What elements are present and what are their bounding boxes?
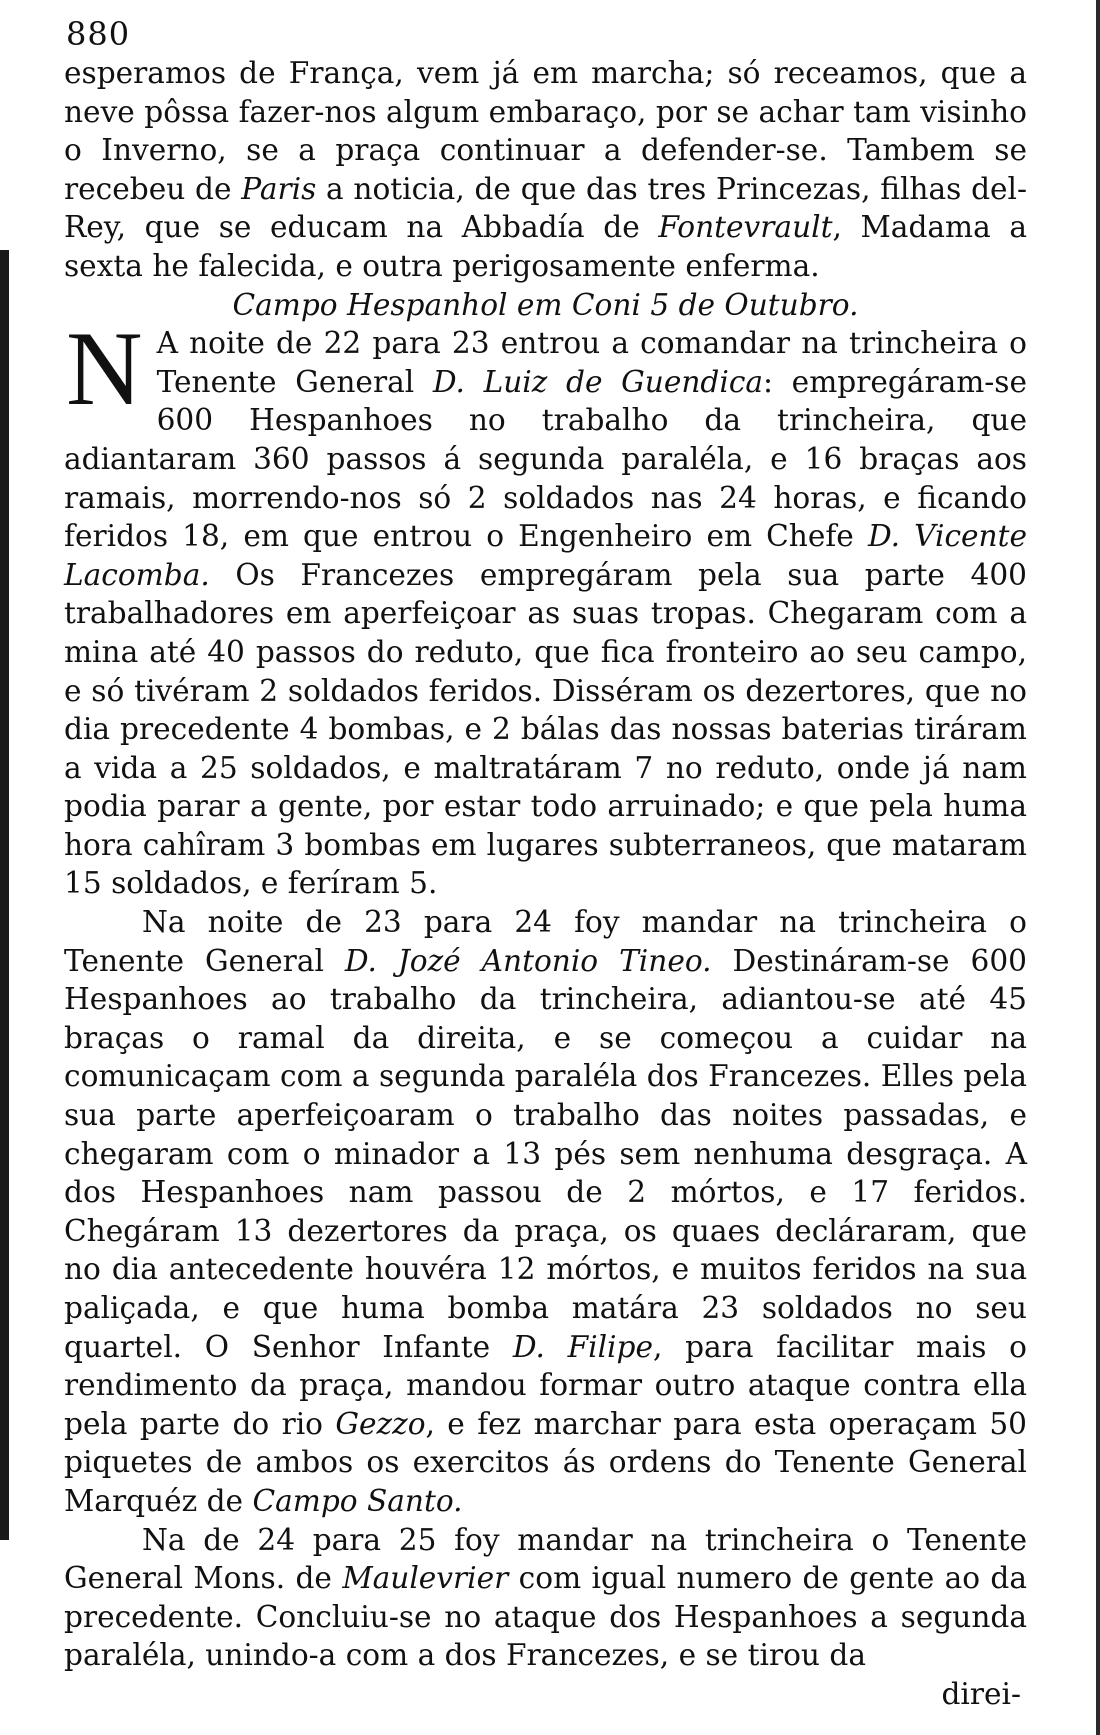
section-heading — [64, 286, 1027, 325]
third-paragraph — [64, 1521, 1027, 1675]
catchword: direi- — [941, 1676, 1021, 1711]
italic-run: Gezzo — [335, 1406, 426, 1441]
italic-run: D. Filipe — [512, 1329, 653, 1364]
italic-run: D. Vicente Lacomba. — [64, 519, 1027, 592]
first-paragraph-wrap — [64, 310, 1027, 903]
text-run: , e fez marchar para esta operaçam 50 piquetes de ambos os exercitos ás ordens do Tenente General Marquéz de — [64, 1406, 1027, 1518]
text-run: , para facilitar mais o rendimento da praça, mandou formar outro ataque contra ella pela parte do rio — [64, 1329, 1027, 1441]
page-edge-right — [1096, 0, 1100, 1735]
italic-run: D. Jozé Antonio Tineo. — [344, 943, 712, 978]
text-run: A noite de 22 para 23 entrou a comandar na trincheira o Tenente General — [156, 326, 1027, 399]
text-run: a noticia, de que das tres Princezas, filhas del-Rey, que se educam na Abbadía de — [64, 171, 1027, 245]
text-run: esperamos de França, vem já em marcha; só receamos, que a neve pôssa fazer-nos algum embaraço, por se achar tam visinho o Inverno, se a praça continuar a defender-se. Tambem se recebeu de — [64, 56, 1027, 206]
italic-run: D. Luiz de Guendica — [432, 364, 764, 399]
text-run: com igual numero de gente ao da precedente. Concluiu-se no ataque dos Hespanhoes a segunda paraléla, unindo-a com a dos Francezes, e se tirou da — [64, 1561, 1028, 1673]
italic-run: de Outubro. — [678, 287, 859, 322]
text-run: : empregáram-se 600 Hespanhoes no trabalho da trincheira, que adiantaram 360 passos á segunda paraléla, e 16 braças aos ramais, morrendo-nos só 2 soldados nas 24 horas, e ficando feridos 18, em que entrou o Engenheiro em Chefe — [64, 364, 1027, 554]
italic-run: Paris — [241, 171, 317, 206]
page-number: 880 — [66, 15, 131, 53]
continuation-paragraph — [64, 54, 1027, 286]
text-run: 5 — [640, 287, 679, 322]
text-column — [64, 54, 1027, 1714]
drop-cap-letter: N — [66, 310, 143, 428]
text-run: Na noite de 23 para 24 foy mandar na trincheira o Tenente General — [64, 905, 1027, 978]
page-shadow-left — [0, 250, 9, 1540]
italic-run: Fontevrault — [658, 210, 833, 245]
text-run: , Madama a sexta he falecida, e outra perigosamente enferma. — [64, 210, 1027, 283]
first-paragraph — [64, 310, 1027, 903]
italic-run: Campo Santo. — [252, 1483, 463, 1518]
text-run: Coni — [571, 287, 641, 322]
italic-run: Maulevrier — [342, 1561, 509, 1596]
text-run: Na de 24 para 25 foy mandar na trincheira o Tenente General Mons. de — [64, 1522, 1027, 1596]
second-paragraph — [64, 903, 1027, 1521]
text-run: Destináram-se 600 Hespanhoes ao trabalho da trincheira, adiantou-se até 45 braças o ramal da direita, e se começou a cuidar na comunicaçam com a segunda paraléla dos Francezes. Elles pela sua parte aperfeiçoaram o trabalho das noites passadas, e chegaram com o minador a 13 pés sem nenhuma desgraça. A dos Hespanhoes nam passou de 2 mórtos, e 17 feridos. Chegáram 13 dezertores da praça, os quaes decláraram, que no dia antecedente houvéra 12 mórtos, e muitos feridos na sua paliçada, e que huma bomba matára 23 soldados no seu quartel. O Senhor Infante — [64, 943, 1027, 1364]
text-run: Os Francezes empregáram pela sua parte 400 trabalhadores em aperfeiçoar as suas tropas. Chegaram com a mina até 40 passos do reduto, que fica fronteiro ao seu campo, e só tivéram 2 soldados feridos. Disséram os dezertores, que no dia precedente 4 bombas, e 2 bálas das nossas baterias tiráram a vida a 25 soldados, e maltratáram 7 no reduto, onde já nam podia parar a gente, por estar todo arruinado; e que pela huma hora cahîram 3 bombas em lugares subterraneos, que mataram 15 soldados, e feríram 5. — [64, 557, 1027, 901]
italic-run: Campo Hespanhol em — [232, 287, 572, 322]
